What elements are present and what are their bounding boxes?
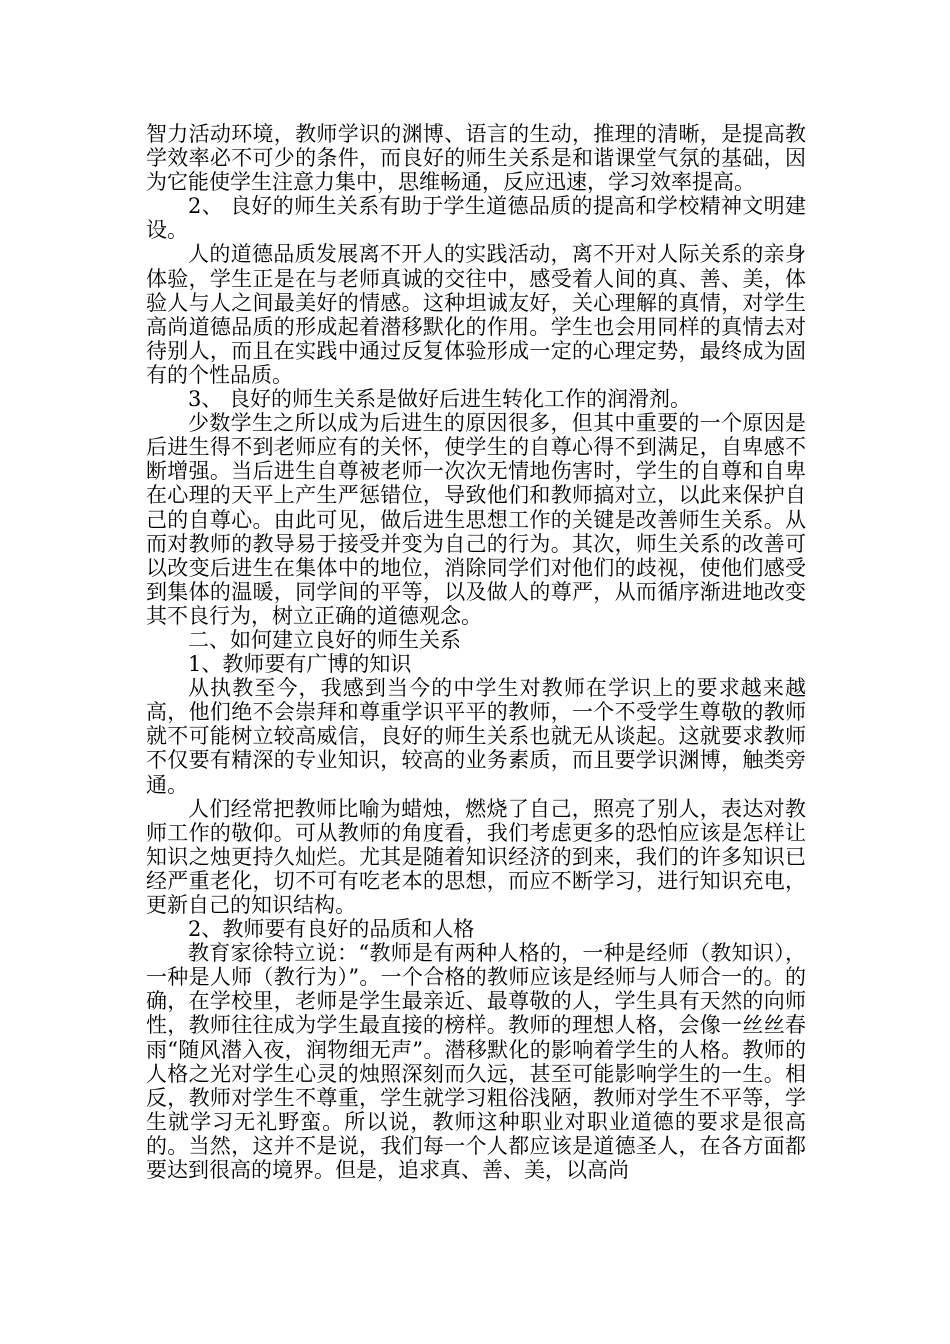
section-heading-3: 3、 良好的师生关系是做好后进生转化工作的润滑剂。 — [188, 387, 692, 412]
paragraph-intro-continuation: 智力活动环境，教师学识的渊博、语言的生动，推理的清晰，是提高教学效率必不可少的条件，而良好的师生关系是和谐课堂气氛的基础，因为它能使学生注意力集中，思维畅通，反应迅速，学习效率提高。 — [146, 122, 806, 195]
subsection-heading-2: 2、教师要有良好的品质和人格 — [188, 917, 475, 942]
paragraph-moral-quality: 人的道德品质发展离不开人的实践活动，离不开对人际关系的亲身体验，学生正是在与老师真诚的交往中，感受着人间的真、善、美，体验人与人之间最美好的情感。这种坦诚友好，关心理解的真情，对学生高尚道德品质的形成起着潜移默化的作用。学生也会用同样的真情去对待别人，而且在实践中通过反复体验形成一定的心理定势，最终成为固有的个性品质。 — [146, 242, 806, 387]
subsection-heading-1: 1、教师要有广博的知识 — [188, 652, 412, 677]
paragraph-underachievers: 少数学生之所以成为后进生的原因很多，但其中重要的一个原因是后进生得不到老师应有的关怀，使学生的自尊心得不到满足，自卑感不断增强。当后进生自尊被老师一次次无情地伤害时，学生的自尊和自卑在心理的天平上产生严惩错位，导致他们和教师搞对立，以此来保护自己的自尊心。由此可见，做后进生思想工作的关键是改善师生关系。从而对教师的教导易于接受并变为自己的行为。其次，师生关系的改善可以改变后进生在集体中的地位，消除同学们对他们的歧视，使他们感受到集体的温暖，同学间的平等，以及做人的尊严，从而循序渐进地改变其不良行为，树立正确的道德观念。 — [146, 411, 806, 628]
paragraph-candle-metaphor: 人们经常把教师比喻为蜡烛，燃烧了自己，照亮了别人，表达对教师工作的敬仰。可从教师的角度看，我们考虑更多的恐怕应该是怎样让知识之烛更持久灿烂。尤其是随着知识经济的到来，我们的许多知识已经严重老化，切不可有吃老本的思想，而应不断学习，进行知识充电，更新自己的知识结构。 — [146, 796, 806, 917]
document-body — [146, 122, 806, 1182]
section-heading-2: 2、 良好的师生关系有助于学生道德品质的提高和学校精神文明建设。 — [146, 194, 806, 243]
paragraph-teacher-personality: 教育家徐特立说：“教师是有两种人格的，一种是经师（教知识），一种是人师（教行为）”。一个合格的教师应该是经师与人师合一的。的确，在学校里，老师是学生最亲近、最尊敬的人，学生具有天然的向师性，教师往往成为学生最直接的榜样。教师的理想人格，会像一丝丝春雨“随风潜入夜，润物细无声”。潜移默化的影响着学生的人格。教师的人格之光对学生心灵的烛照深刻而久远，甚至可能影响学生的一生。相反，教师对学生不尊重，学生就学习粗俗浅陋，教师对学生不平等，学生就学习无礼野蛮。所以说，教师这种职业对职业道德的要求是很高的。当然，这并不是说，我们每一个人都应该是道德圣人，在各方面都要达到很高的境界。但是，追求真、善、美，以高尚 — [146, 941, 806, 1183]
chapter-heading-two: 二、如何建立良好的师生关系 — [188, 627, 461, 652]
paragraph-broad-knowledge: 从执教至今，我感到当今的中学生对教师在学识上的要求越来越高，他们绝不会崇拜和尊重学识平平的教师，一个不受学生尊敬的教师就不可能树立较高威信，良好的师生关系也就无从谈起。这就要求教师不仅要有精深的专业知识，较高的业务素质，而且要学识渊博，触类旁通。 — [146, 676, 806, 797]
